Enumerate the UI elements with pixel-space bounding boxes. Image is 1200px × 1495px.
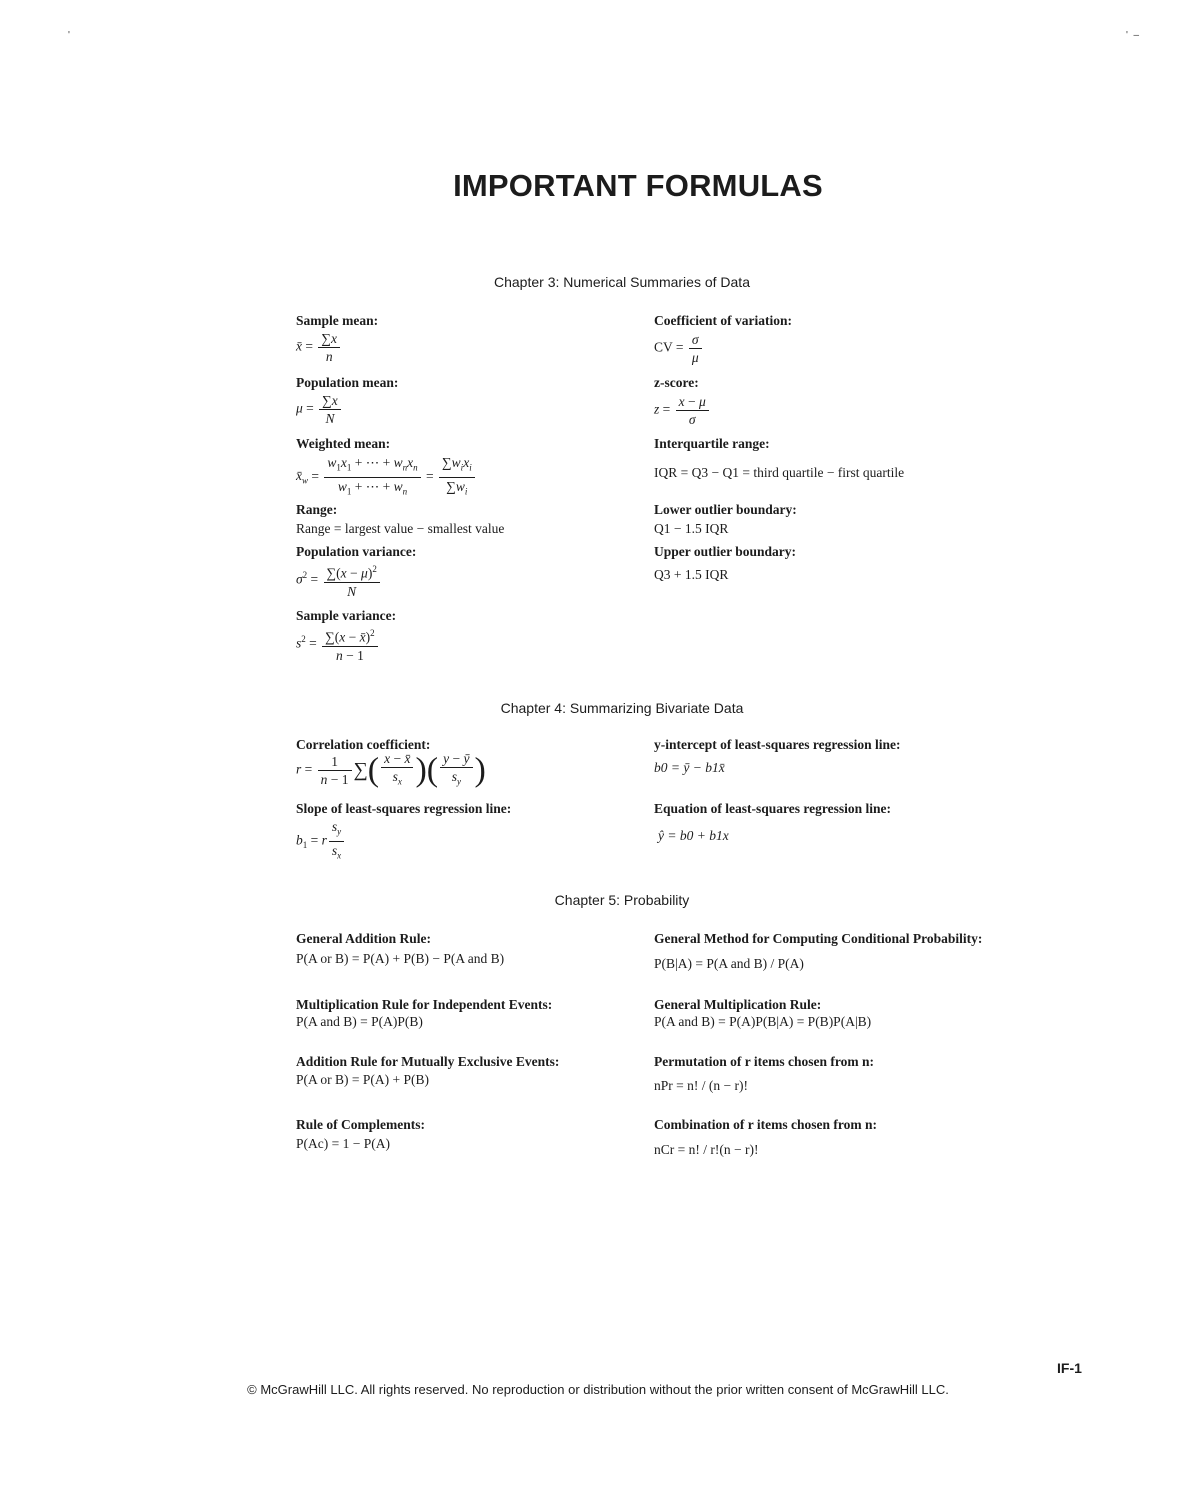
label-coefficient-of-variation: Coefficient of variation: — [654, 313, 792, 328]
label-rule-of-complements: Rule of Complements: — [296, 1117, 425, 1132]
formula-permutation: nPr = n! / (n − r)! — [654, 1078, 748, 1093]
label-correlation-coefficient: Correlation coefficient: — [296, 737, 431, 752]
label-sample-mean: Sample mean: — [296, 313, 379, 328]
label-interquartile-range: Interquartile range: — [654, 436, 770, 451]
label-weighted-mean: Weighted mean: — [296, 436, 391, 451]
formula-weighted-mean: $x̄_w$ = $\frac{w_1x_1 + \cdots + w_nx_n}{w_1 + \cdots + w_n}$ = $\frac{\sum w_ix_i}{\sum w_i}$ — [296, 454, 477, 500]
label-addition-exclusive: Addition Rule for Mutually Exclusive Events: — [296, 1054, 560, 1069]
label-general-addition-rule: General Addition Rule: — [296, 931, 432, 946]
label-y-intercept: y-intercept of least-squares regression line: — [654, 737, 901, 752]
label-upper-outlier-boundary: Upper outlier boundary: — [654, 544, 797, 559]
formula-coefficient-of-variation: CV = $\frac{\sigma}{\mu}$ — [654, 331, 704, 366]
label-population-variance: Population variance: — [296, 544, 417, 559]
label-slope: Slope of least-squares regression line: — [296, 801, 512, 816]
label-range: Range: — [296, 502, 338, 517]
formula-multiplication-independent: P(A and B) = P(A)P(B) — [296, 1014, 423, 1029]
formula-sample-mean: x̄ = $\frac{\sum x}{n}$ — [296, 330, 342, 365]
label-multiplication-independent: Multiplication Rule for Independent Events: — [296, 997, 553, 1012]
formula-iqr: IQR = Q3 − Q1 = third quartile − first quartile — [654, 465, 905, 480]
chapter-5-heading: Chapter 5: Probability — [554, 892, 690, 908]
crop-mark-right: ' – — [1126, 30, 1140, 41]
formula-combination: nCr = n! / r!(n − r)! — [654, 1142, 759, 1157]
page-title: IMPORTANT FORMULAS — [453, 168, 823, 203]
formula-conditional-probability: P(B|A) = P(A and B) / P(A) — [654, 956, 804, 971]
formula-population-mean: μ = $\frac{\sum x}{N}$ — [296, 392, 343, 427]
formula-population-variance: $\sigma^2$ = $\frac{\sum(x - \mu)^2}{N}$ — [296, 561, 382, 600]
formula-addition-exclusive: P(A or B) = P(A) + P(B) — [296, 1072, 429, 1087]
formula-general-addition-rule: P(A or B) = P(A) + P(B) − P(A and B) — [296, 951, 505, 966]
label-conditional-probability: General Method for Computing Conditional Probability: — [654, 931, 983, 946]
label-permutation: Permutation of r items chosen from n: — [654, 1054, 874, 1069]
label-sample-variance: Sample variance: — [296, 608, 397, 623]
formula-upper-outlier-boundary: Q3 + 1.5 IQR — [654, 567, 729, 582]
formula-y-intercept: b0 = ȳ − b1x̄ — [654, 760, 725, 775]
formula-correlation-coefficient: r = $\frac{1}{n - 1}$ ∑( $\frac{x - x̄}{s_x}$ )( $\frac{y - ȳ}{s_y}$ ) — [296, 751, 486, 789]
label-population-mean: Population mean: — [296, 375, 399, 390]
label-general-multiplication-rule: General Multiplication Rule: — [654, 997, 822, 1012]
label-combination: Combination of r items chosen from n: — [654, 1117, 877, 1132]
crop-mark-left: ' — [68, 30, 70, 41]
formula-z-score: z = $\frac{x - \mu}{\sigma}$ — [654, 393, 711, 428]
formula-general-multiplication-rule: P(A and B) = P(A)P(B|A) = P(B)P(A|B) — [654, 1014, 872, 1029]
label-z-score: z-score: — [654, 375, 699, 390]
chapter-4-heading: Chapter 4: Summarizing Bivariate Data — [500, 700, 744, 716]
formula-range: Range = largest value − smallest value — [296, 521, 505, 536]
formula-slope: $b_1 = r$ $\frac{s_y}{s_x}$ — [296, 818, 346, 864]
formula-sample-variance: $s^2$ = $\frac{\sum(x - x̄)^2}{n - 1}$ — [296, 625, 380, 664]
formula-lower-outlier-boundary: Q1 − 1.5 IQR — [654, 521, 729, 536]
page-number: IF-1 — [1057, 1360, 1082, 1376]
copyright-footer: © McGrawHill LLC. All rights reserved. No reproduction or distribution without the prior written consent of McGrawHill LLC. — [247, 1382, 949, 1397]
label-regression-equation: Equation of least-squares regression line: — [654, 801, 892, 816]
label-lower-outlier-boundary: Lower outlier boundary: — [654, 502, 797, 517]
formula-regression-equation: ŷ = b0 + b1x — [658, 828, 729, 843]
formula-rule-of-complements: P(Ac) = 1 − P(A) — [296, 1136, 390, 1151]
chapter-3-heading: Chapter 3: Numerical Summaries of Data — [494, 274, 750, 290]
